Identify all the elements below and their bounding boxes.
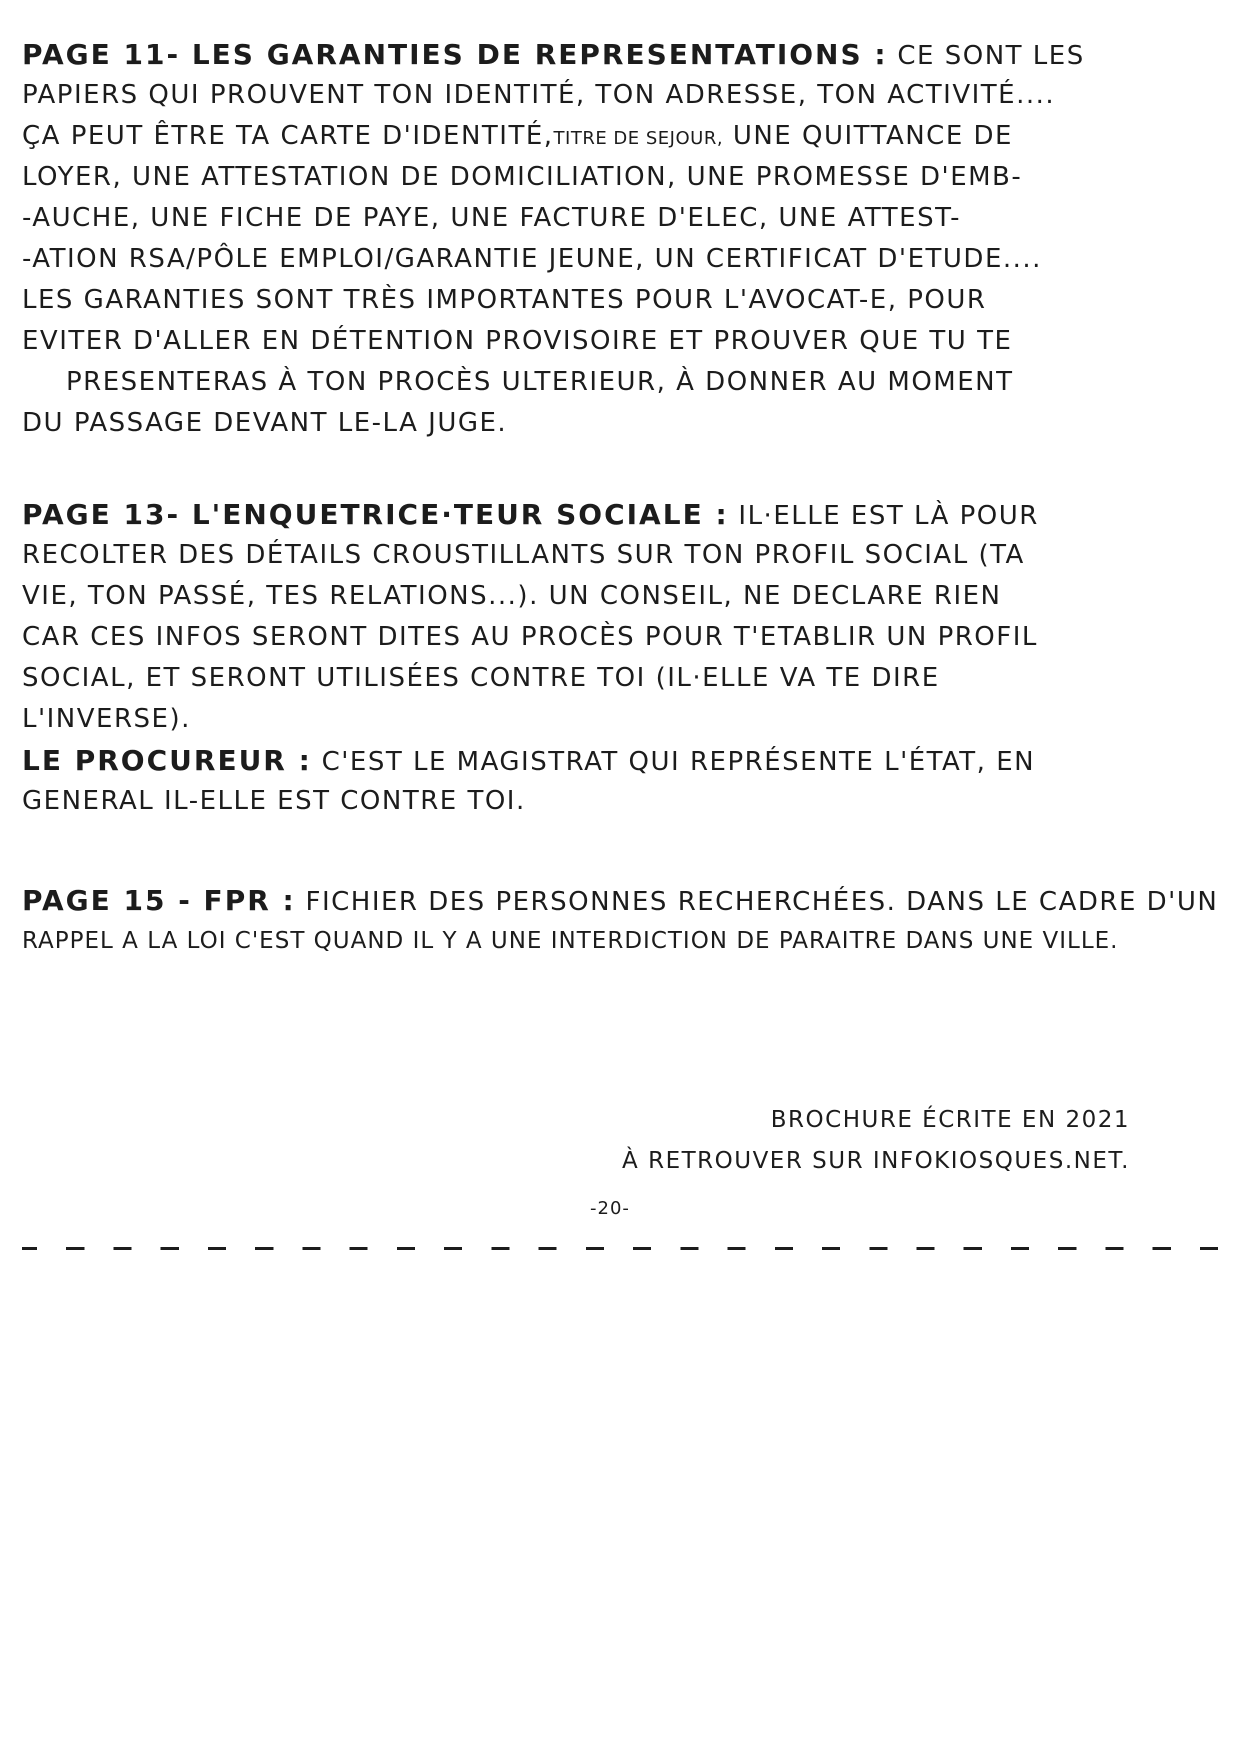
text-line: DU PASSAGE DEVANT LE-LA JUGE. bbox=[22, 408, 508, 438]
text-line: PAPIERS QUI PROUVENT TON IDENTITÉ, TON ADRESSE, TON ACTIVITÉ.... bbox=[22, 80, 1056, 110]
text-line bbox=[22, 116, 1212, 157]
text: UNE QUITTANCE DE bbox=[732, 121, 1013, 151]
section-fpr-line-1 bbox=[22, 880, 1219, 921]
text: CE SONT LES bbox=[897, 41, 1085, 71]
text-line: GENERAL IL-ELLE EST CONTRE TOI. bbox=[22, 786, 526, 816]
text-line: CAR CES INFOS SERONT DITES AU PROCÈS POUR T'ETABLIR UN PROFIL bbox=[22, 622, 1038, 652]
text-line: -ATION RSA/PÔLE EMPLOI/GARANTIE JEUNE, UN CERTIFICAT D'ETUDE.... bbox=[22, 244, 1042, 274]
credits bbox=[622, 1100, 1130, 1182]
text: FICHIER DES PERSONNES RECHERCHÉES. DANS LE CADRE D'UN bbox=[305, 887, 1219, 917]
page-number: -20- bbox=[590, 1198, 630, 1219]
section-fpr bbox=[22, 880, 1219, 962]
text: IL·ELLE EST LÀ POUR bbox=[738, 501, 1039, 531]
section-garanties-line-1 bbox=[22, 34, 1212, 75]
text-line: -AUCHE, UNE FICHE DE PAYE, UNE FACTURE D'ELEC, UNE ATTEST- bbox=[22, 203, 961, 233]
section-enqueteur-heading: PAGE 13- L'ENQUETRICE·TEUR SOCIALE : bbox=[22, 498, 729, 531]
text-line: L'INVERSE). bbox=[22, 704, 191, 734]
text-line: VIE, TON PASSÉ, TES RELATIONS...). UN CONSEIL, NE DECLARE RIEN bbox=[22, 581, 1002, 611]
credits-line-1: BROCHURE ÉCRITE EN 2021 bbox=[770, 1107, 1130, 1133]
text: C'EST LE MAGISTRAT QUI REPRÉSENTE L'ÉTAT, EN bbox=[321, 747, 1036, 777]
section-garanties bbox=[22, 34, 1212, 444]
text: ÇA PEUT ÊTRE TA CARTE D'IDENTITÉ, bbox=[22, 121, 554, 151]
text-line: SOCIAL, ET SERONT UTILISÉES CONTRE TOI (IL·ELLE VA TE DIRE bbox=[22, 663, 940, 693]
credits-line-2: À RETROUVER SUR INFOKIOSQUES.NET. bbox=[622, 1148, 1130, 1174]
section-garanties-heading: PAGE 11- LES GARANTIES DE REPRESENTATIONS : bbox=[22, 38, 888, 71]
text-line: PRESENTERAS À TON PROCÈS ULTERIEUR, À DONNER AU MOMENT bbox=[66, 367, 1014, 397]
text-line: LOYER, UNE ATTESTATION DE DOMICILIATION, UNE PROMESSE D'EMB- bbox=[22, 162, 1023, 192]
procureur-heading: LE PROCUREUR : bbox=[22, 744, 312, 777]
cut-line-divider bbox=[22, 1247, 1218, 1250]
text: TITRE DE SEJOUR, bbox=[553, 128, 724, 149]
text-line: RAPPEL A LA LOI C'EST QUAND IL Y A UNE INTERDICTION DE PARAITRE DANS UNE VILLE. bbox=[22, 928, 1119, 954]
text-line: LES GARANTIES SONT TRÈS IMPORTANTES POUR L'AVOCAT-E, POUR bbox=[22, 285, 987, 315]
section-enqueteur-social bbox=[22, 494, 1212, 822]
procureur-line-1 bbox=[22, 740, 1212, 781]
section-fpr-heading: PAGE 15 - FPR : bbox=[22, 884, 296, 917]
text-line: EVITER D'ALLER EN DÉTENTION PROVISOIRE ET PROUVER QUE TU TE bbox=[22, 326, 1013, 356]
text-line: RECOLTER DES DÉTAILS CROUSTILLANTS SUR TON PROFIL SOCIAL (TA bbox=[22, 540, 1025, 570]
section-enqueteur-line-1 bbox=[22, 494, 1212, 535]
